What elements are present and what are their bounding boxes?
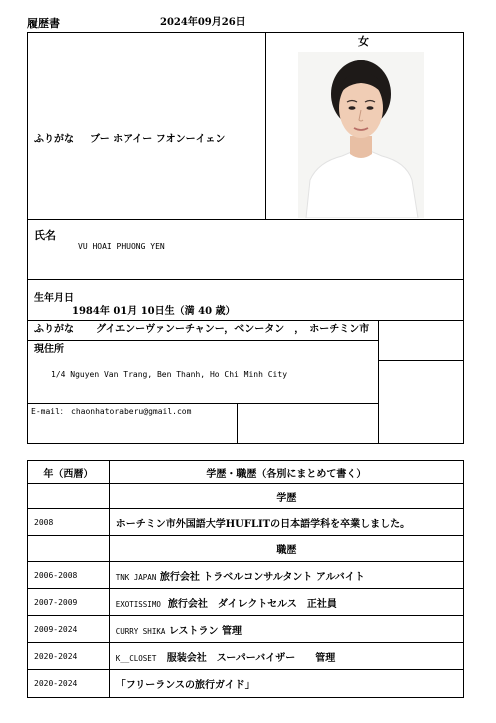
- address-section: [27, 320, 464, 444]
- photo-divider: [265, 32, 266, 220]
- address-furigana-value: グイエンーヴァンーチャンー，ベンータン ， ホーチミン市: [96, 324, 370, 335]
- row-detail-text: 服装会社 スーパーバイザー 管理: [166, 652, 336, 664]
- address-label: 現住所: [34, 344, 64, 355]
- gender-value: 女: [358, 35, 369, 48]
- document-date: 2024年09月26日: [160, 17, 246, 28]
- row-year: 2020-2024: [28, 643, 110, 670]
- row-prefix: TNK JAPAN: [115, 572, 157, 582]
- row-prefix: CURRY SHIKA: [115, 626, 166, 636]
- email-divider: [237, 403, 238, 444]
- work-heading-row: [28, 536, 464, 562]
- name-bottom-line: [27, 279, 464, 280]
- table-row: [28, 562, 464, 589]
- row-detail: [109, 616, 463, 643]
- table-row: [28, 616, 464, 643]
- birth-label: 生年月日: [34, 293, 74, 304]
- email-label: E-mail：: [31, 407, 68, 416]
- address-value: 1/4 Nguyen Van Trang, Ben Thanh, Ho Chi Minh City: [51, 370, 288, 379]
- furigana-label: ふりがな: [34, 134, 74, 145]
- row-year: 2009-2024: [28, 616, 110, 643]
- col-detail-header: 学歴・職歴（各別にまとめて書く）: [109, 461, 463, 484]
- row-year: 2006-2008: [28, 562, 110, 589]
- row-detail: [109, 643, 463, 670]
- email-value[interactable]: chaonhatoraberu@gmail.com: [71, 407, 192, 416]
- education-heading-row: [28, 484, 464, 509]
- row-detail: [109, 670, 463, 698]
- history-header-row: [28, 461, 464, 484]
- col-year-header: 年（西暦）: [28, 461, 110, 484]
- furigana-value: ブー ホアイー フオンーイェン: [90, 134, 226, 145]
- address-right-divider: [378, 320, 379, 444]
- row-prefix: K__CLOSET: [115, 653, 157, 663]
- table-row: [28, 670, 464, 698]
- table-row: [28, 589, 464, 616]
- address-bottom-line: [27, 403, 378, 404]
- side-cell-line: [378, 360, 464, 361]
- row-prefix: EXOTISSIMO: [115, 599, 161, 609]
- row-detail: [109, 589, 463, 616]
- name-value: VU HOAI PHUONG YEN: [78, 242, 165, 251]
- furigana-bottom-line: [27, 219, 464, 220]
- history-table: [27, 460, 464, 698]
- education-heading: 学歴: [109, 484, 463, 509]
- row-detail-text: 旅行会社 ダイレクトセルス 正社員: [167, 598, 337, 610]
- address-furigana-line: [27, 340, 378, 341]
- table-row: [28, 509, 464, 536]
- profile-photo-illustration: [298, 52, 424, 218]
- row-year: 2008: [28, 509, 110, 536]
- address-furigana-label: ふりがな: [34, 324, 74, 335]
- document-title: 履歴書: [27, 17, 60, 30]
- work-heading: 職歴: [109, 536, 463, 562]
- table-row: [28, 643, 464, 670]
- profile-photo: [298, 52, 424, 218]
- row-year: 2007-2009: [28, 589, 110, 616]
- row-detail-text: 「フリーランスの旅行ガイド」: [115, 680, 255, 691]
- name-label: 氏名: [34, 229, 56, 242]
- row-detail-text: レストラン 管理: [168, 625, 243, 637]
- row-detail-text: 旅行会社 トラベルコンサルタント アルバイト: [159, 571, 365, 583]
- row-detail: [109, 562, 463, 589]
- birth-value: 1984年 01月 10日生（満 40 歳）: [72, 306, 236, 317]
- row-year: 2020-2024: [28, 670, 110, 698]
- row-detail: ホーチミン市外国語大学HUFLITの日本語学科を卒業しました。: [109, 509, 463, 536]
